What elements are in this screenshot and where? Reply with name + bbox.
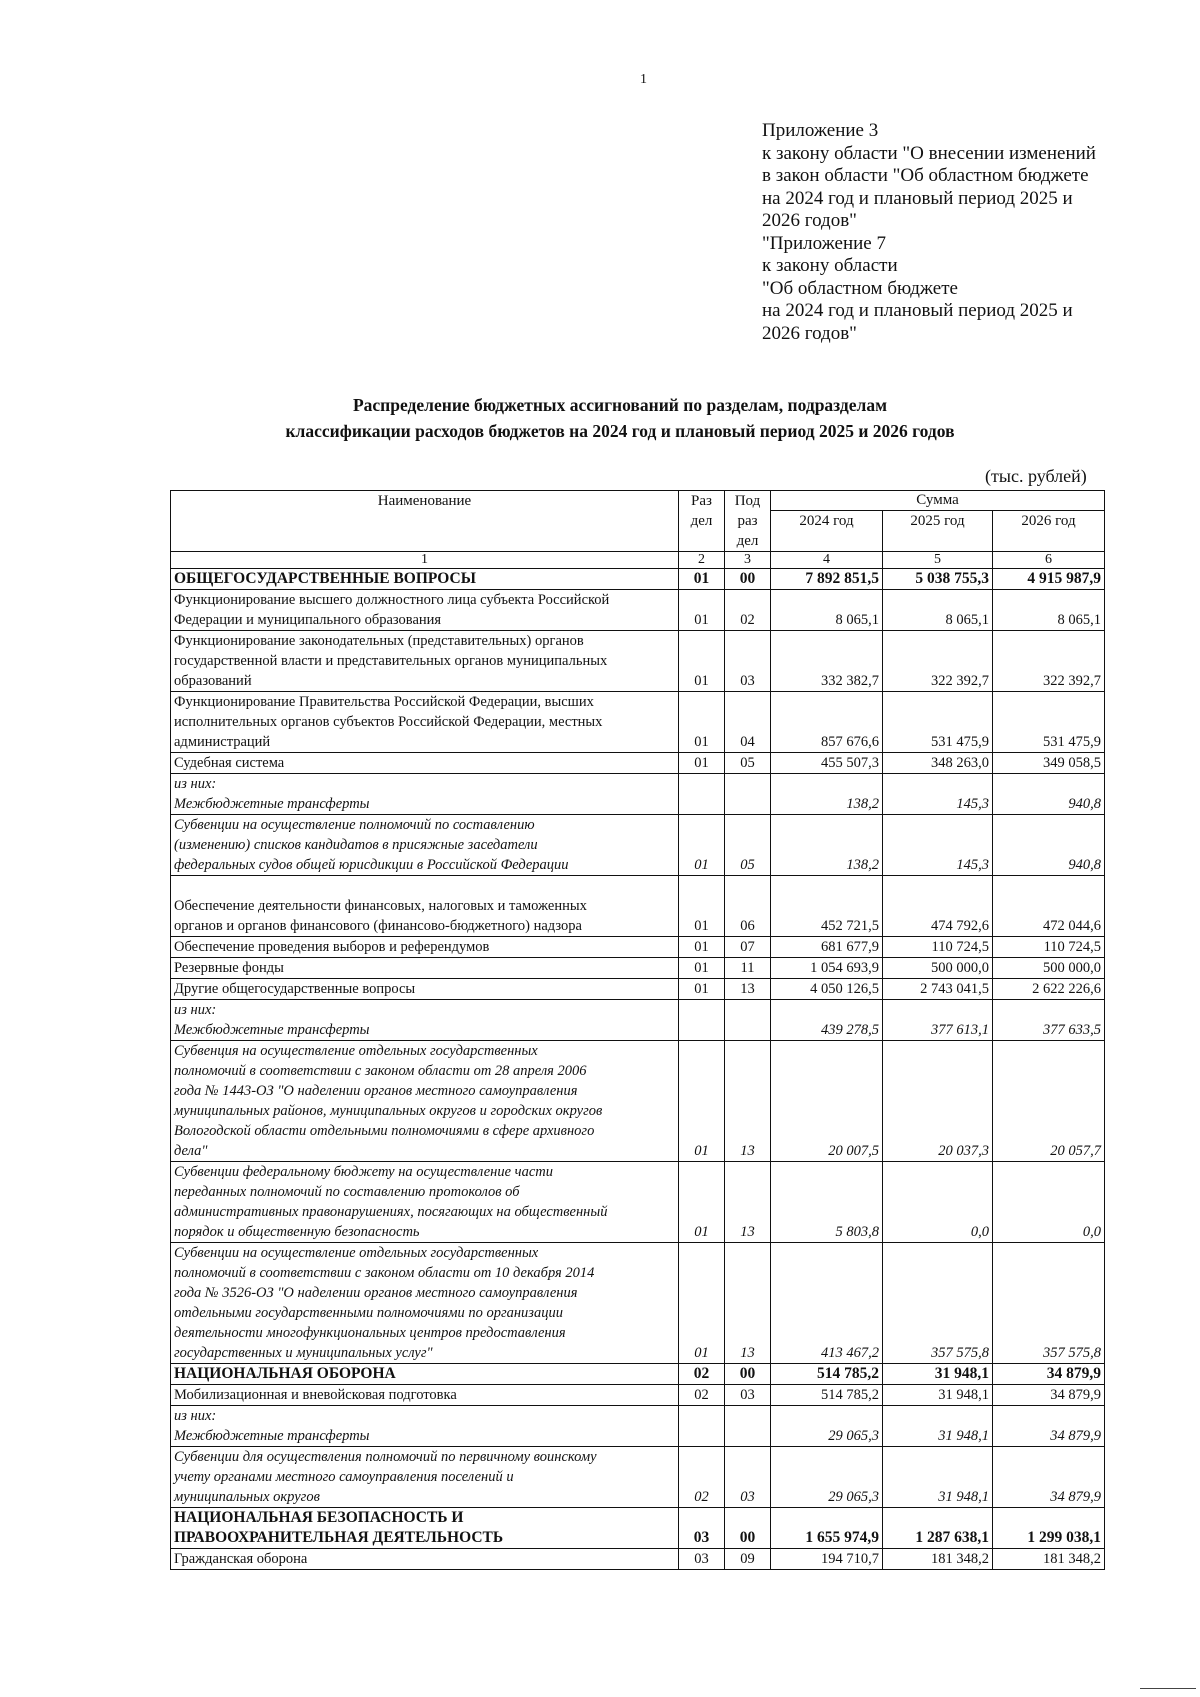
row-sum-2024: 514 785,2	[771, 1385, 883, 1406]
row-razdel: 01	[679, 815, 725, 876]
header-podrazdel-line: раз	[737, 513, 758, 529]
row-sum-2025: 145,3	[883, 815, 993, 876]
column-number: 1	[171, 552, 679, 569]
header-year-2025: 2025 год	[883, 511, 993, 552]
appendix-line: "Приложение 7	[762, 232, 886, 254]
row-sum-2026: 531 475,9	[993, 692, 1105, 753]
table-row	[171, 1447, 1105, 1508]
row-name-line: Функционирование Правительства Российской Федерации, высших	[174, 694, 594, 710]
row-name	[171, 815, 679, 876]
row-podrazdel: 13	[725, 1041, 771, 1162]
table-row	[171, 937, 1105, 958]
row-name-line: порядок и общественную безопасность	[174, 1224, 420, 1240]
appendix-line: "Об областном бюджете	[762, 277, 958, 299]
row-name-line: Судебная система	[174, 755, 285, 771]
row-razdel: 01	[679, 1162, 725, 1243]
row-sum-2026: 322 392,7	[993, 631, 1105, 692]
row-name-line: административных правонарушениях, посягающих на общественный	[174, 1204, 608, 1220]
row-razdel: 03	[679, 1549, 725, 1570]
row-podrazdel: 00	[725, 1364, 771, 1385]
row-sum-2026: 20 057,7	[993, 1041, 1105, 1162]
row-name-line: Обеспечение деятельности финансовых, налоговых и таможенных	[174, 898, 587, 914]
row-name-line: переданных полномочий по составлению протоколов об	[174, 1184, 520, 1200]
table-row	[171, 590, 1105, 631]
row-razdel: 01	[679, 1041, 725, 1162]
row-name-line: муниципальных районов, муниципальных округов и городских округов	[174, 1103, 603, 1119]
row-razdel: 02	[679, 1364, 725, 1385]
row-sum-2026: 4 915 987,9	[993, 569, 1105, 590]
row-name-line: из них:	[174, 1408, 217, 1424]
appendix-line: на 2024 год и плановый период 2025 и	[762, 187, 1073, 209]
row-sum-2026: 349 058,5	[993, 753, 1105, 774]
row-name	[171, 1447, 679, 1508]
row-name-line: исполнительных органов субъектов Российской Федерации, местных	[174, 714, 603, 730]
row-sum-2024: 439 278,5	[771, 1000, 883, 1041]
row-name-line: дела"	[174, 1143, 208, 1159]
row-sum-2026: 8 065,1	[993, 590, 1105, 631]
row-name	[171, 1243, 679, 1364]
column-number: 2	[679, 552, 725, 569]
row-podrazdel: 09	[725, 1549, 771, 1570]
row-razdel	[679, 1406, 725, 1447]
row-podrazdel: 07	[725, 937, 771, 958]
row-sum-2024: 194 710,7	[771, 1549, 883, 1570]
row-sum-2025: 20 037,3	[883, 1041, 993, 1162]
row-sum-2026: 0,0	[993, 1162, 1105, 1243]
row-sum-2026: 34 879,9	[993, 1406, 1105, 1447]
table-row	[171, 1041, 1105, 1162]
row-name-line: Вологодской области отдельными полномочиями в сфере архивного	[174, 1123, 595, 1139]
header-razdel	[679, 491, 725, 552]
row-name-line: администраций	[174, 734, 271, 750]
row-sum-2026: 34 879,9	[993, 1385, 1105, 1406]
row-sum-2026: 2 622 226,6	[993, 979, 1105, 1000]
row-razdel: 02	[679, 1447, 725, 1508]
row-sum-2025: 377 613,1	[883, 1000, 993, 1041]
row-sum-2025: 110 724,5	[883, 937, 993, 958]
row-name-line: Резервные фонды	[174, 960, 284, 976]
row-sum-2024: 20 007,5	[771, 1041, 883, 1162]
row-podrazdel: 11	[725, 958, 771, 979]
row-name-line: Функционирование высшего должностного лица субъекта Российской	[174, 592, 610, 608]
row-sum-2026: 1 299 038,1	[993, 1508, 1105, 1549]
row-razdel: 01	[679, 937, 725, 958]
row-name-line: Субвенции на осуществление отдельных государственных	[174, 1245, 539, 1261]
column-number: 6	[993, 552, 1105, 569]
row-podrazdel: 03	[725, 1385, 771, 1406]
row-name	[171, 1406, 679, 1447]
units-label: (тыс. рублей)	[985, 466, 1087, 486]
row-name-line: года № 1443-ОЗ "О наделении органов местного самоуправления	[174, 1083, 578, 1099]
row-razdel: 01	[679, 958, 725, 979]
row-name-line: государственных и муниципальных услуг"	[174, 1345, 433, 1361]
row-podrazdel: 02	[725, 590, 771, 631]
row-name	[171, 774, 679, 815]
row-sum-2025: 357 575,8	[883, 1243, 993, 1364]
row-name	[171, 1000, 679, 1041]
row-name-line: отдельными государственными полномочиями по организации	[174, 1305, 563, 1321]
row-name	[171, 937, 679, 958]
header-razdel-line: Раз	[691, 493, 712, 509]
row-sum-2024: 138,2	[771, 774, 883, 815]
row-sum-2024: 681 677,9	[771, 937, 883, 958]
row-sum-2025: 322 392,7	[883, 631, 993, 692]
table-row	[171, 1385, 1105, 1406]
row-name-line: муниципальных округов	[174, 1489, 320, 1505]
row-sum-2026: 34 879,9	[993, 1364, 1105, 1385]
row-name-line: учету органами местного самоуправления поселений и	[174, 1469, 514, 1485]
column-number: 5	[883, 552, 993, 569]
row-razdel: 01	[679, 590, 725, 631]
row-podrazdel: 04	[725, 692, 771, 753]
row-name-line: Межбюджетные трансферты	[174, 796, 370, 812]
appendix-line: 2026 годов"	[762, 210, 857, 231]
row-name-line: ПРАВООХРАНИТЕЛЬНАЯ ДЕЯТЕЛЬНОСТЬ	[174, 1529, 504, 1546]
row-name-line: ОБЩЕГОСУДАРСТВЕННЫЕ ВОПРОСЫ	[174, 570, 476, 587]
row-name-line: (изменению) списков кандидатов в присяжные заседатели	[174, 837, 538, 853]
row-razdel: 01	[679, 1243, 725, 1364]
row-sum-2025: 31 948,1	[883, 1447, 993, 1508]
row-name-line: Обеспечение проведения выборов и референдумов	[174, 939, 490, 955]
row-razdel	[679, 1000, 725, 1041]
table-row	[171, 1243, 1105, 1364]
row-name	[171, 876, 679, 937]
row-name-line: Субвенция на осуществление отдельных государственных	[174, 1043, 538, 1059]
row-name-line: Субвенции федеральному бюджету на осуществление части	[174, 1164, 553, 1180]
table-row	[171, 1364, 1105, 1385]
header-podrazdel-line: дел	[736, 533, 759, 549]
appendix-line: Приложение 3	[762, 120, 879, 141]
row-sum-2024: 332 382,7	[771, 631, 883, 692]
row-name-line: образований	[174, 673, 252, 689]
row-sum-2024: 455 507,3	[771, 753, 883, 774]
row-podrazdel	[725, 1406, 771, 1447]
header-year-2026: 2026 год	[993, 511, 1105, 552]
row-sum-2024: 514 785,2	[771, 1364, 883, 1385]
column-number: 4	[771, 552, 883, 569]
row-sum-2025: 1 287 638,1	[883, 1508, 993, 1549]
row-sum-2025: 348 263,0	[883, 753, 993, 774]
row-name-line: полномочий в соответствии с законом области от 10 декабря 2014	[174, 1265, 595, 1281]
table-row	[171, 692, 1105, 753]
table-row	[171, 979, 1105, 1000]
row-sum-2025: 31 948,1	[883, 1385, 993, 1406]
document-title	[170, 392, 1070, 444]
appendix-line: в закон области "Об областном бюджете	[762, 165, 1089, 186]
row-podrazdel: 05	[725, 753, 771, 774]
title-line: классификации расходов бюджетов на 2024 год и плановый период 2025 и 2026 годов	[285, 421, 955, 441]
row-podrazdel: 00	[725, 569, 771, 590]
row-podrazdel	[725, 774, 771, 815]
table-row	[171, 774, 1105, 815]
row-sum-2026: 940,8	[993, 815, 1105, 876]
row-sum-2024: 4 050 126,5	[771, 979, 883, 1000]
row-name	[171, 1508, 679, 1549]
row-sum-2024: 413 467,2	[771, 1243, 883, 1364]
table-row	[171, 876, 1105, 937]
header-podrazdel-line: Под	[734, 493, 761, 509]
table-row	[171, 631, 1105, 692]
row-name-line: Межбюджетные трансферты	[174, 1428, 370, 1444]
row-sum-2024: 452 721,5	[771, 876, 883, 937]
row-podrazdel: 00	[725, 1508, 771, 1549]
row-sum-2026: 500 000,0	[993, 958, 1105, 979]
table-row	[171, 753, 1105, 774]
row-podrazdel: 03	[725, 631, 771, 692]
row-sum-2025: 531 475,9	[883, 692, 993, 753]
row-name	[171, 753, 679, 774]
row-razdel	[679, 774, 725, 815]
row-sum-2025: 31 948,1	[883, 1364, 993, 1385]
row-sum-2026: 181 348,2	[993, 1549, 1105, 1570]
row-podrazdel: 05	[725, 815, 771, 876]
row-razdel: 01	[679, 979, 725, 1000]
table-row	[171, 1508, 1105, 1549]
row-name	[171, 958, 679, 979]
row-name-line: года № 3526-ОЗ "О наделении органов местного самоуправления	[174, 1285, 578, 1301]
row-razdel: 02	[679, 1385, 725, 1406]
row-name-line: полномочий в соответствии с законом области от 28 апреля 2006	[174, 1063, 587, 1079]
row-podrazdel: 13	[725, 979, 771, 1000]
row-razdel: 03	[679, 1508, 725, 1549]
row-name-line: Федерации и муниципального образования	[174, 612, 442, 628]
column-number: 3	[725, 552, 771, 569]
row-sum-2024: 857 676,6	[771, 692, 883, 753]
row-name-line: Гражданская оборона	[174, 1551, 308, 1567]
row-name-line: НАЦИОНАЛЬНАЯ БЕЗОПАСНОСТЬ И	[174, 1509, 464, 1526]
row-sum-2026: 34 879,9	[993, 1447, 1105, 1508]
row-sum-2025: 181 348,2	[883, 1549, 993, 1570]
row-name-line: органов и органов финансового (финансово-бюджетного) надзора	[174, 918, 582, 934]
row-sum-2025: 145,3	[883, 774, 993, 815]
row-name-line: Мобилизационная и вневойсковая подготовка	[174, 1387, 457, 1403]
table-row	[171, 1000, 1105, 1041]
table-row	[171, 569, 1105, 590]
row-name	[171, 569, 679, 590]
row-podrazdel: 13	[725, 1162, 771, 1243]
row-name	[171, 692, 679, 753]
row-sum-2025: 5 038 755,3	[883, 569, 993, 590]
row-name-line: Функционирование законодательных (представительных) органов	[174, 633, 584, 649]
row-name	[171, 631, 679, 692]
appendix-line: к закону области "О внесении изменений	[762, 142, 1096, 164]
row-razdel: 01	[679, 631, 725, 692]
row-name	[171, 1364, 679, 1385]
row-sum-2024: 138,2	[771, 815, 883, 876]
row-sum-2026: 110 724,5	[993, 937, 1105, 958]
row-sum-2025: 474 792,6	[883, 876, 993, 937]
table-row	[171, 958, 1105, 979]
header-razdel-line: дел	[690, 513, 713, 529]
row-sum-2024: 8 065,1	[771, 590, 883, 631]
appendix-reference	[762, 120, 1122, 345]
row-name	[171, 1162, 679, 1243]
row-name-line: из них:	[174, 1002, 217, 1018]
row-podrazdel: 06	[725, 876, 771, 937]
row-sum-2025: 2 743 041,5	[883, 979, 993, 1000]
row-name	[171, 1041, 679, 1162]
header-year-2024: 2024 год	[771, 511, 883, 552]
page-number: 1	[640, 72, 647, 87]
row-name	[171, 1385, 679, 1406]
row-name	[171, 979, 679, 1000]
row-name	[171, 1549, 679, 1570]
row-sum-2025: 0,0	[883, 1162, 993, 1243]
row-sum-2026: 377 633,5	[993, 1000, 1105, 1041]
row-sum-2024: 1 054 693,9	[771, 958, 883, 979]
scan-edge-mark	[1140, 1688, 1196, 1695]
row-name-line: государственной власти и представительных органов муниципальных	[174, 653, 608, 669]
row-name-line: Другие общегосударственные вопросы	[174, 981, 416, 997]
row-sum-2024: 29 065,3	[771, 1406, 883, 1447]
table-row	[171, 1549, 1105, 1570]
row-podrazdel: 13	[725, 1243, 771, 1364]
row-sum-2024: 5 803,8	[771, 1162, 883, 1243]
row-sum-2024: 29 065,3	[771, 1447, 883, 1508]
appendix-line: на 2024 год и плановый период 2025 и	[762, 300, 1073, 321]
row-razdel: 01	[679, 876, 725, 937]
row-razdel: 01	[679, 692, 725, 753]
row-sum-2026: 472 044,6	[993, 876, 1105, 937]
row-sum-2025: 500 000,0	[883, 958, 993, 979]
table-row	[171, 1162, 1105, 1243]
row-sum-2024: 1 655 974,9	[771, 1508, 883, 1549]
header-podrazdel	[725, 491, 771, 552]
table-row	[171, 1406, 1105, 1447]
row-sum-2025: 31 948,1	[883, 1406, 993, 1447]
row-name-line: из них:	[174, 776, 217, 792]
row-name-line: Межбюджетные трансферты	[174, 1022, 370, 1038]
appendix-line: к закону области	[762, 255, 898, 276]
row-name-line: НАЦИОНАЛЬНАЯ ОБОРОНА	[174, 1365, 396, 1382]
row-podrazdel	[725, 1000, 771, 1041]
row-name-line: деятельности многофункциональных центров предоставления	[174, 1325, 566, 1341]
row-name-line: Субвенции на осуществление полномочий по составлению	[174, 817, 535, 833]
header-name: Наименование	[171, 491, 679, 552]
header-sum: Сумма	[771, 491, 1105, 511]
row-name-line: Субвенции для осуществления полномочий по первичному воинскому	[174, 1449, 597, 1465]
row-sum-2026: 357 575,8	[993, 1243, 1105, 1364]
row-name	[171, 590, 679, 631]
row-sum-2024: 7 892 851,5	[771, 569, 883, 590]
title-line: Распределение бюджетных ассигнований по разделам, подразделам	[352, 395, 888, 415]
row-sum-2025: 8 065,1	[883, 590, 993, 631]
row-razdel: 01	[679, 753, 725, 774]
table-row	[171, 815, 1105, 876]
row-sum-2026: 940,8	[993, 774, 1105, 815]
appendix-line: 2026 годов"	[762, 322, 857, 344]
row-razdel: 01	[679, 569, 725, 590]
budget-table	[170, 490, 1105, 1570]
row-name-line: федеральных судов общей юрисдикции в Российской Федерации	[174, 857, 569, 873]
row-podrazdel: 03	[725, 1447, 771, 1508]
